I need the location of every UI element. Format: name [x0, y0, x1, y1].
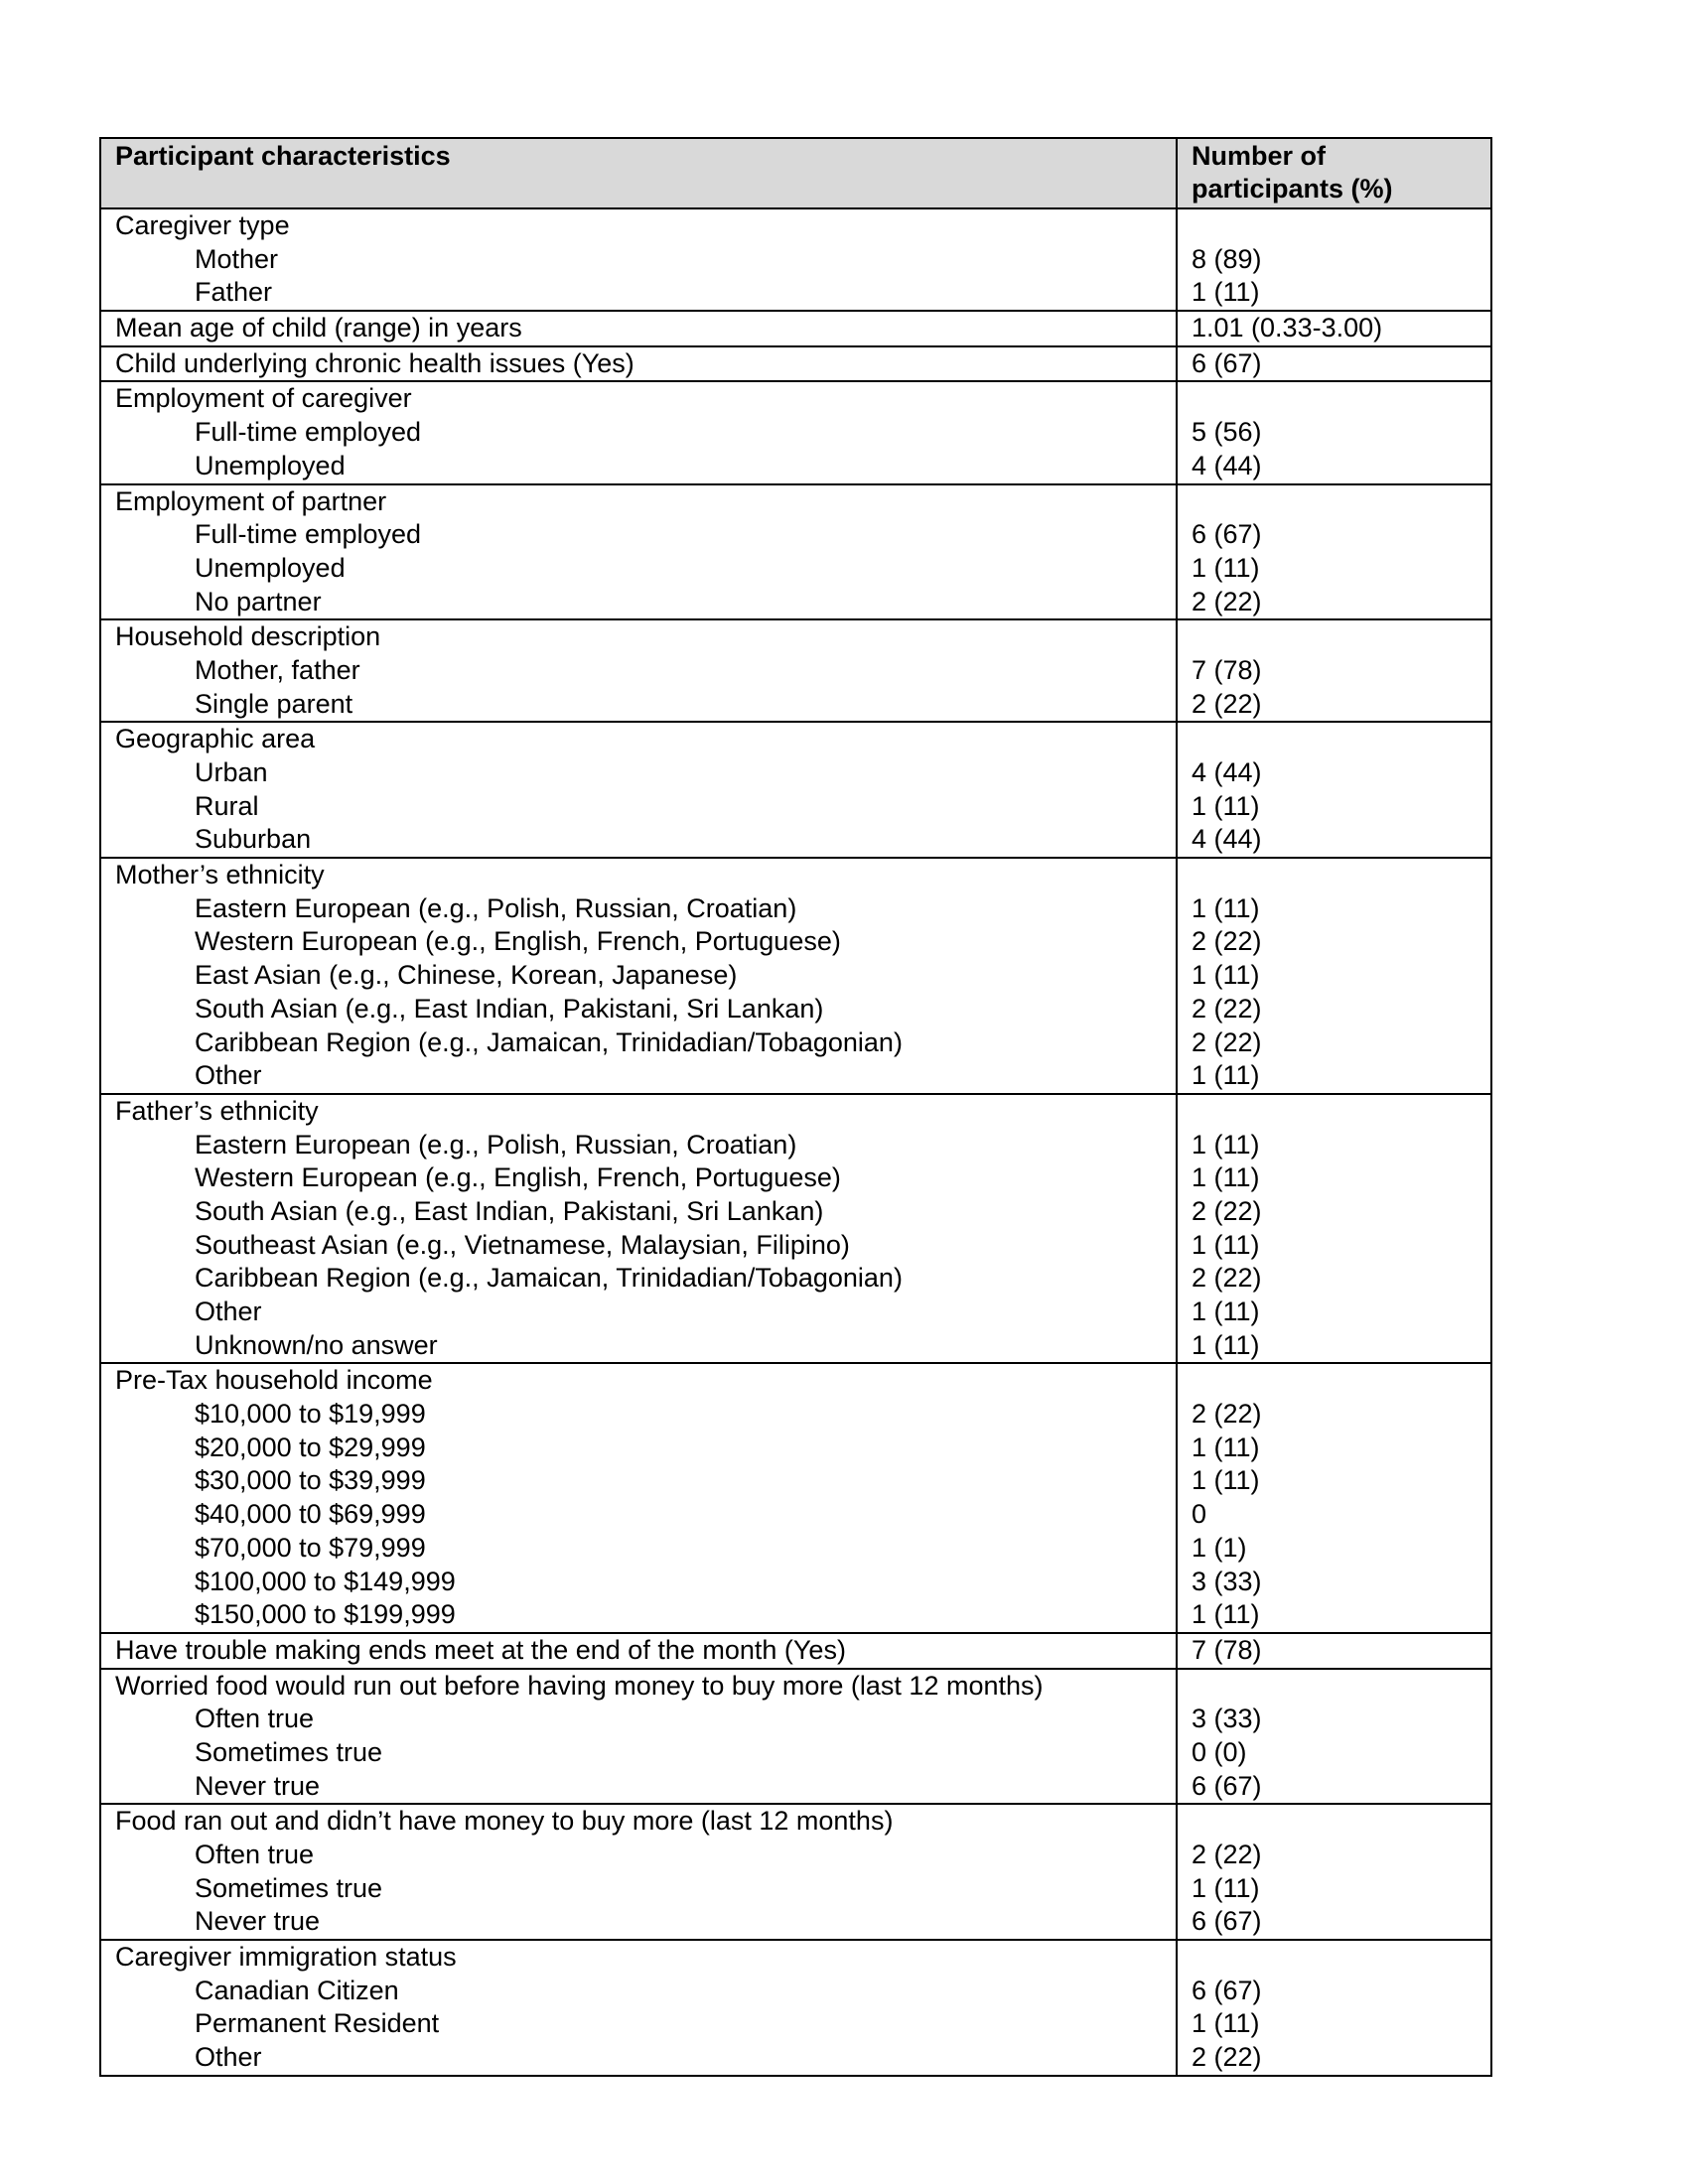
item-label: Eastern European (e.g., Polish, Russian, Croatian) — [195, 892, 797, 923]
participant-characteristics-table — [99, 137, 1492, 2077]
item-label: Never true — [195, 1906, 321, 1937]
table-group — [101, 857, 1490, 1093]
group-label: Mother’s ethnicity — [115, 860, 325, 890]
characteristic-cell — [101, 620, 1178, 721]
characteristic-cell — [101, 312, 1178, 345]
group-value — [1192, 382, 1490, 416]
item-label: South Asian (e.g., East Indian, Pakistani, Sri Lankan) — [195, 1195, 824, 1226]
table-group — [101, 345, 1490, 381]
group-value — [1192, 1364, 1490, 1398]
item-label: Rural — [195, 790, 259, 821]
table-group — [101, 1939, 1490, 2075]
item-value: 2 (22) — [1192, 993, 1262, 1024]
item-value: 1 (11) — [1192, 1465, 1260, 1496]
item-value: 8 (89) — [1192, 243, 1262, 274]
group-value — [1192, 859, 1490, 892]
item-label: Suburban — [195, 824, 312, 855]
item-label: Mother, father — [195, 654, 360, 685]
group-label: Have trouble making ends meet at the end of the month (Yes) — [115, 1634, 846, 1665]
group-value — [1192, 1095, 1490, 1129]
item-label: $30,000 to $39,999 — [195, 1465, 426, 1496]
count-cell — [1178, 209, 1490, 310]
item-value: 5 (56) — [1192, 417, 1262, 448]
item-value: 2 (22) — [1192, 1263, 1262, 1294]
table-group — [101, 721, 1490, 857]
item-value: 6 (67) — [1192, 519, 1262, 550]
table-group — [101, 1362, 1490, 1632]
item-value: 4 (44) — [1192, 450, 1262, 480]
item-label: East Asian (e.g., Chinese, Korean, Japanese) — [195, 960, 738, 991]
item-label: Other — [195, 2042, 262, 2073]
group-value — [1192, 620, 1490, 654]
item-label: Caribbean Region (e.g., Jamaican, Trinidadian/Tobagonian) — [195, 1026, 903, 1057]
item-label: $10,000 to $19,999 — [195, 1399, 426, 1430]
group-value — [1192, 209, 1490, 243]
item-label: South Asian (e.g., East Indian, Pakistani, Sri Lankan) — [195, 993, 824, 1024]
characteristic-cell — [101, 1634, 1178, 1668]
item-value: 1 (11) — [1192, 892, 1260, 923]
item-value: 2 (22) — [1192, 1026, 1262, 1057]
characteristic-cell — [101, 1095, 1178, 1363]
item-label: Full-time employed — [195, 417, 422, 448]
group-label: Household description — [115, 621, 381, 652]
table-group — [101, 310, 1490, 345]
group-label: Food ran out and didn’t have money to buy more (last 12 months) — [115, 1806, 894, 1837]
item-value: 4 (44) — [1192, 824, 1262, 855]
item-label: $40,000 t0 $69,999 — [195, 1499, 426, 1530]
count-cell — [1178, 620, 1490, 721]
header-count: Number of participants (%) — [1192, 141, 1393, 204]
count-cell — [1178, 1805, 1490, 1939]
item-value: 6 (67) — [1192, 1906, 1262, 1937]
table-group — [101, 618, 1490, 721]
item-value: 2 (22) — [1192, 688, 1262, 719]
group-value: 7 (78) — [1192, 1634, 1262, 1665]
item-value: 4 (44) — [1192, 757, 1262, 787]
item-label: Canadian Citizen — [195, 1975, 399, 2005]
table-group — [101, 209, 1490, 310]
item-label: Permanent Resident — [195, 2008, 440, 2039]
item-value: 1 (11) — [1192, 1129, 1260, 1160]
item-label: Often true — [195, 1840, 315, 1869]
count-cell — [1178, 1670, 1490, 1804]
characteristic-cell — [101, 485, 1178, 619]
item-value: 1 (11) — [1192, 1872, 1260, 1903]
table-body — [101, 209, 1490, 2075]
item-label: Unemployed — [195, 552, 346, 583]
count-cell — [1178, 347, 1490, 381]
item-value: 2 (22) — [1192, 926, 1262, 957]
item-label: Unemployed — [195, 450, 346, 480]
item-value: 3 (33) — [1192, 1566, 1262, 1596]
item-value: 0 (0) — [1192, 1736, 1247, 1767]
item-label: Southeast Asian (e.g., Vietnamese, Malaysian, Filipino) — [195, 1229, 850, 1260]
count-cell — [1178, 382, 1490, 482]
item-label: $150,000 to $199,999 — [195, 1599, 456, 1630]
item-value: 2 (22) — [1192, 1195, 1262, 1226]
group-label: Father’s ethnicity — [115, 1095, 319, 1126]
characteristic-cell — [101, 1670, 1178, 1804]
count-cell — [1178, 1095, 1490, 1363]
table-group — [101, 380, 1490, 482]
item-value: 1 (11) — [1192, 1297, 1260, 1326]
group-label: Mean age of child (range) in years — [115, 313, 522, 343]
group-value — [1192, 1805, 1490, 1839]
characteristic-cell — [101, 1364, 1178, 1632]
item-value: 1 (11) — [1192, 1060, 1260, 1091]
count-cell — [1178, 485, 1490, 619]
count-cell — [1178, 1364, 1490, 1632]
count-cell — [1178, 1941, 1490, 2075]
item-value: 1 (11) — [1192, 1162, 1260, 1193]
group-value — [1192, 1670, 1490, 1704]
group-label: Caregiver type — [115, 210, 290, 240]
header-characteristic: Participant characteristics — [101, 139, 1178, 207]
item-label: No partner — [195, 586, 322, 616]
item-value: 2 (22) — [1192, 2042, 1262, 2073]
characteristic-cell — [101, 347, 1178, 381]
characteristic-cell — [101, 723, 1178, 857]
item-value: 6 (67) — [1192, 1975, 1262, 2005]
count-cell — [1178, 312, 1490, 345]
item-value: 1 (11) — [1192, 552, 1260, 583]
item-value: 1 (11) — [1192, 1229, 1260, 1260]
table-group — [101, 1632, 1490, 1668]
item-label: Father — [195, 277, 273, 308]
item-value: 6 (67) — [1192, 1770, 1262, 1801]
item-label: Sometimes true — [195, 1736, 383, 1767]
table-group — [101, 1093, 1490, 1363]
item-label: Caribbean Region (e.g., Jamaican, Trinidadian/Tobagonian) — [195, 1263, 903, 1294]
group-label: Pre-Tax household income — [115, 1365, 433, 1396]
group-label: Employment of caregiver — [115, 383, 412, 414]
item-value: 1 (11) — [1192, 1432, 1260, 1462]
item-label: Other — [195, 1060, 262, 1091]
count-cell — [1178, 859, 1490, 1093]
table-header — [101, 139, 1490, 209]
item-label: Mother — [195, 243, 279, 274]
count-cell — [1178, 723, 1490, 857]
item-value: 3 (33) — [1192, 1704, 1262, 1734]
table-group — [101, 1668, 1490, 1804]
characteristic-cell — [101, 209, 1178, 310]
group-value: 6 (67) — [1192, 347, 1262, 378]
group-label: Child underlying chronic health issues (Yes) — [115, 347, 634, 378]
item-value: 1 (11) — [1192, 1599, 1260, 1630]
characteristic-cell — [101, 1805, 1178, 1939]
item-value: 2 (22) — [1192, 1399, 1262, 1430]
item-value: 0 — [1192, 1499, 1207, 1530]
item-label: Sometimes true — [195, 1872, 383, 1903]
item-label: Western European (e.g., English, French, Portuguese) — [195, 926, 841, 957]
table-group — [101, 483, 1490, 619]
item-value: 1 (1) — [1192, 1532, 1247, 1563]
item-label: Full-time employed — [195, 519, 422, 550]
item-value: 7 (78) — [1192, 654, 1262, 685]
item-label: $100,000 to $149,999 — [195, 1566, 456, 1596]
count-cell — [1178, 1634, 1490, 1668]
item-label: Single parent — [195, 688, 353, 719]
group-label: Geographic area — [115, 724, 316, 754]
table-group — [101, 1803, 1490, 1939]
item-label: Urban — [195, 757, 268, 787]
characteristic-cell — [101, 382, 1178, 482]
item-value: 1 (11) — [1192, 277, 1260, 308]
item-label: $20,000 to $29,999 — [195, 1432, 426, 1462]
group-label: Worried food would run out before having money to buy more (last 12 months) — [115, 1670, 1044, 1701]
group-value: 1.01 (0.33-3.00) — [1192, 313, 1383, 343]
item-value: 1 (11) — [1192, 960, 1260, 991]
characteristic-cell — [101, 1941, 1178, 2075]
item-label: Eastern European (e.g., Polish, Russian, Croatian) — [195, 1129, 797, 1160]
item-value: 1 (11) — [1192, 2008, 1260, 2039]
item-label: Unknown/no answer — [195, 1329, 438, 1360]
item-label: $70,000 to $79,999 — [195, 1532, 426, 1563]
item-label: Often true — [195, 1704, 315, 1734]
group-label: Employment of partner — [115, 485, 387, 516]
group-value — [1192, 723, 1490, 756]
item-value: 2 (22) — [1192, 1840, 1262, 1869]
item-label: Other — [195, 1297, 262, 1326]
group-value — [1192, 485, 1490, 519]
item-label: Western European (e.g., English, French, Portuguese) — [195, 1162, 841, 1193]
group-value — [1192, 1941, 1490, 1975]
item-label: Never true — [195, 1770, 321, 1801]
characteristic-cell — [101, 859, 1178, 1093]
group-label: Caregiver immigration status — [115, 1942, 457, 1973]
item-value: 1 (11) — [1192, 1329, 1260, 1360]
item-value: 2 (22) — [1192, 586, 1262, 616]
item-value: 1 (11) — [1192, 790, 1260, 821]
